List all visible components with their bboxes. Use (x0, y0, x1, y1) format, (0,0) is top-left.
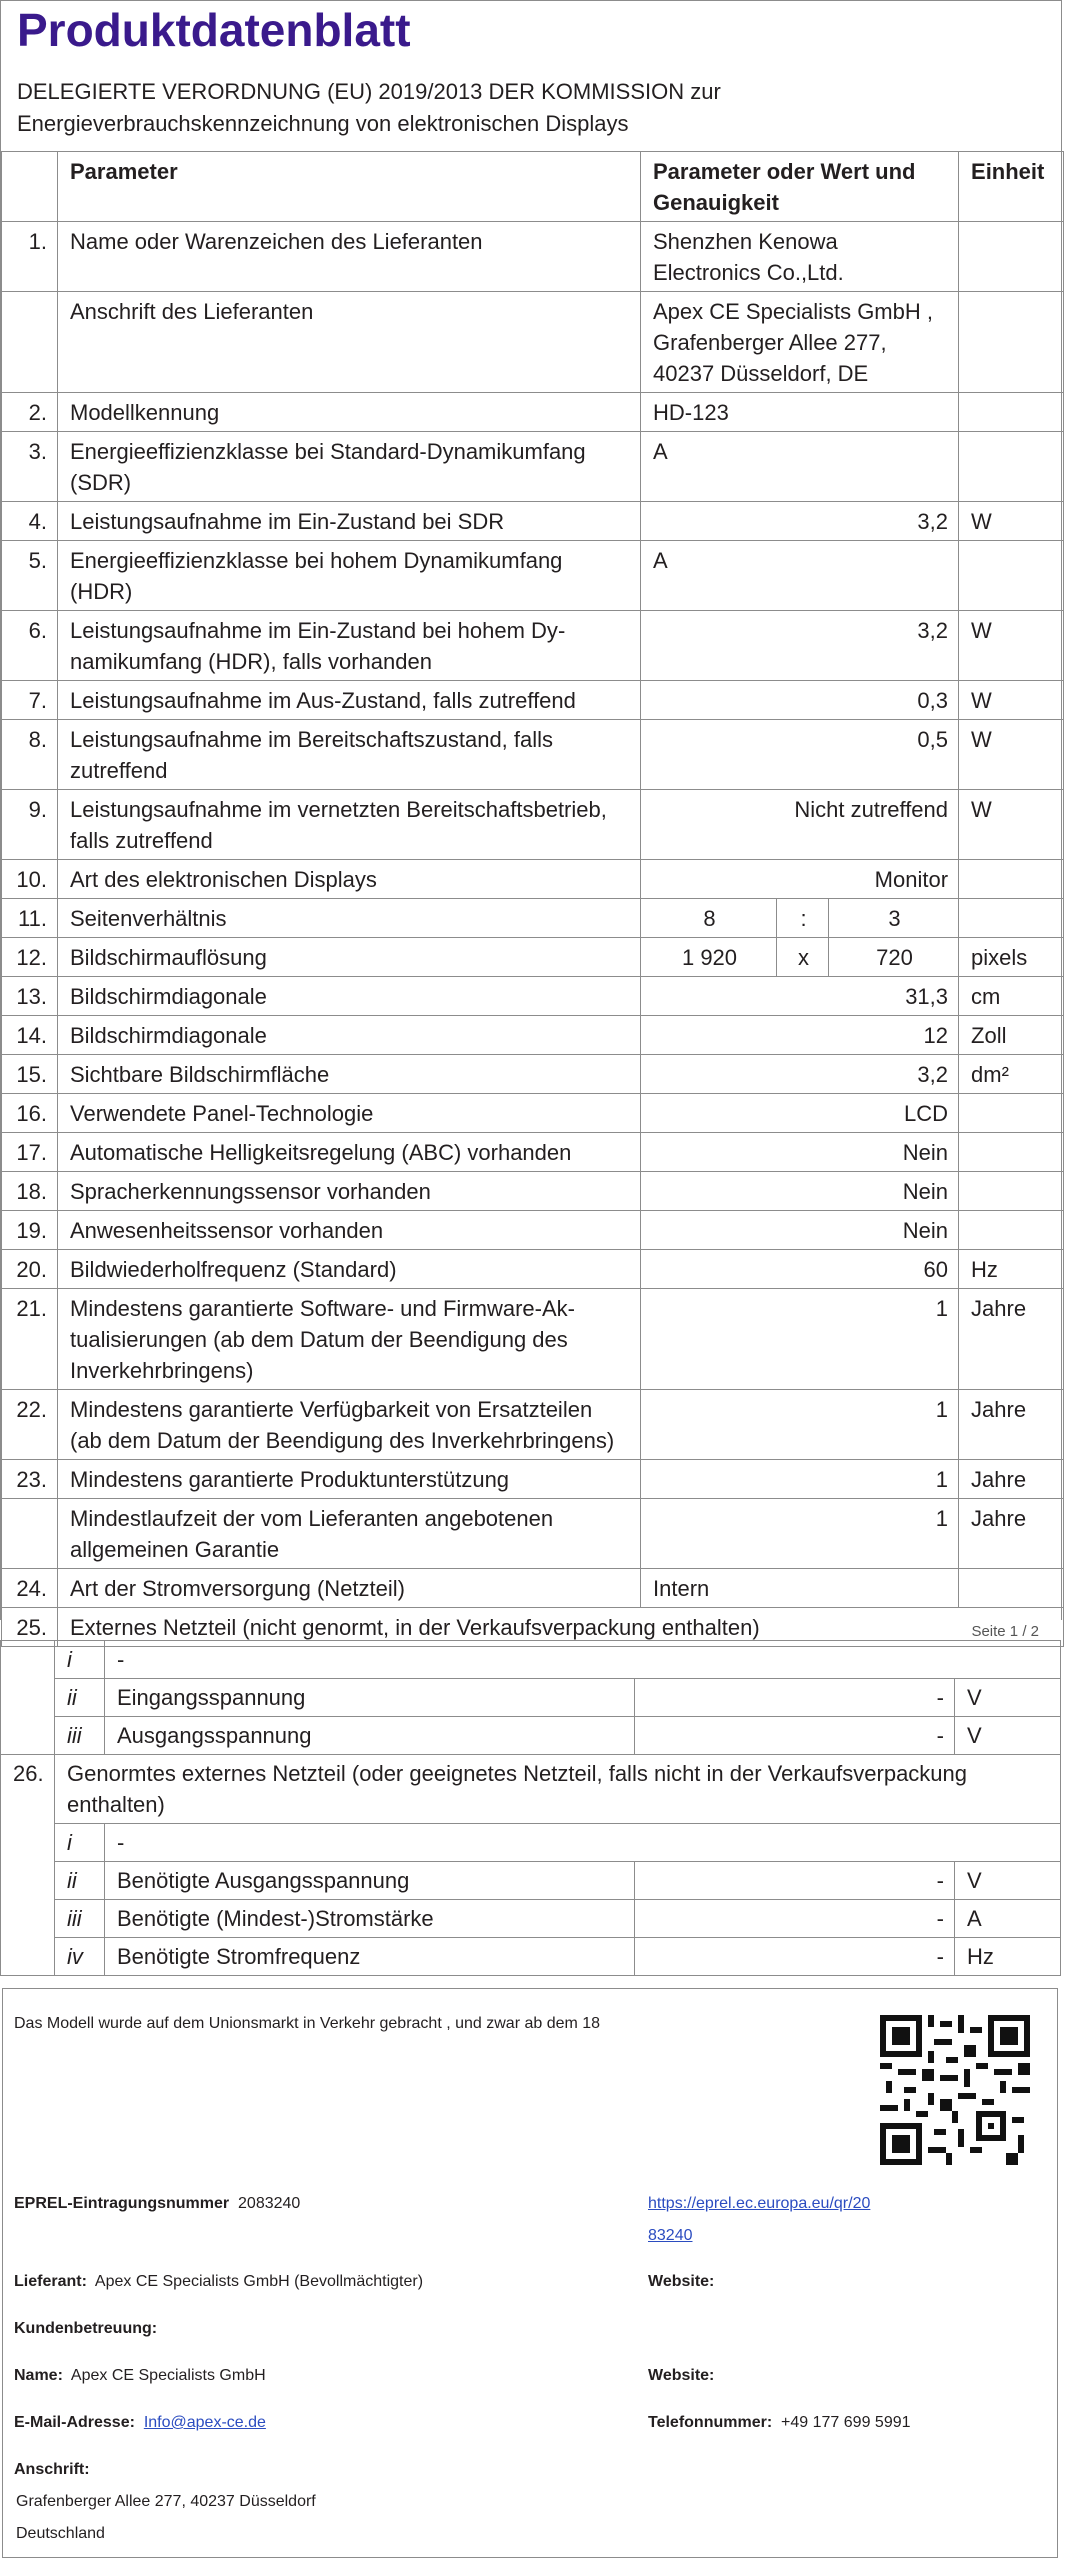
sub-row-label: - (105, 1641, 1061, 1679)
row-parameter: Leistungsaufnahme im Bereitschaftszustand, falls zutreffend (58, 720, 641, 790)
row-parameter: Energieeffizienzklasse bei Standard-Dynamikumfang (SDR) (58, 432, 641, 502)
sub-row-index: ii (55, 1679, 105, 1717)
market-date-text: Das Modell wurde auf dem Unionsmarkt in Verkehr gebracht , und zwar ab dem 18 (14, 2015, 601, 2032)
table-row (2, 541, 1064, 611)
sub-row-value: - (635, 1862, 955, 1900)
table-row (2, 681, 1064, 720)
sub-row-index: iii (55, 1717, 105, 1755)
row-value: Shenzhen Kenowa Electronics Co.,Ltd. (641, 222, 959, 292)
phone-label: Telefonnummer: (648, 2414, 773, 2431)
row-parameter: Automatische Helligkeitsregelung (ABC) vorhanden (58, 1133, 641, 1172)
table-row (2, 1250, 1064, 1289)
sub-row-label: Ausgangsspannung (105, 1717, 635, 1755)
row-parameter: Bildschirmdiagonale (58, 1016, 641, 1055)
row-parameter: Art des elektronischen Displays (58, 860, 641, 899)
row-value: Intern (641, 1569, 959, 1608)
row-parameter: Bildschirmauflösung (58, 938, 641, 977)
table-row (1, 1938, 1061, 1976)
email-line (14, 2407, 266, 2439)
row-unit (959, 222, 1064, 292)
row-parameter: Leistungsaufnahme im Aus-Zustand, falls zutreffend (58, 681, 641, 720)
row-unit (959, 1569, 1064, 1608)
eprel-label: EPREL-Eintragungsnummer (14, 2195, 230, 2212)
row-value: Nein (641, 1133, 959, 1172)
row-number (2, 292, 58, 393)
website-label-2: Website: (648, 2367, 715, 2384)
row-unit: Zoll (959, 1016, 1064, 1055)
table-row (2, 393, 1064, 432)
row-unit: Jahre (959, 1390, 1064, 1460)
row-parameter: Genormtes externes Netzteil (oder geeignetes Netzteil, falls nicht in der Verkaufsverpackung enthalten) (55, 1755, 1061, 1824)
table-row (2, 1499, 1064, 1569)
address-line-2: Deutschland (16, 2525, 105, 2542)
row-parameter: Name oder Warenzeichen des Lieferanten (58, 222, 641, 292)
row-number (2, 1499, 58, 1569)
row-parameter: Mindestens garantierte Verfügbarkeit von Ersatzteilen (ab dem Datum der Beendigung des Inverkehrbringens) (58, 1390, 641, 1460)
row-parameter: Mindestens garantierte Produktunterstützung (58, 1460, 641, 1499)
table-row (2, 1569, 1064, 1608)
row-parameter: Externes Netzteil (nicht genormt, in der Verkaufsverpackung enthalten) (58, 1608, 1064, 1647)
row-value: 0,3 (641, 681, 959, 720)
page-number: Seite 1 / 2 (971, 1623, 1039, 1640)
row-number: 20. (2, 1250, 58, 1289)
sub-row-label: - (105, 1824, 1061, 1862)
row-value: 31,3 (641, 977, 959, 1016)
sub-row-index: i (55, 1824, 105, 1862)
aspect-ratio-width: 8 (641, 899, 777, 938)
row-value: Apex CE Specialists GmbH , Grafenberger Allee 277, 40237 Düsseldorf, DE (641, 292, 959, 393)
eprel-number: 2083240 (238, 2195, 301, 2212)
row-unit (959, 1094, 1064, 1133)
table-row (2, 938, 1064, 977)
sub-row-label: Benötigte Stromfrequenz (105, 1938, 635, 1976)
eprel-link-line-1[interactable]: https://eprel.ec.europa.eu/qr/20 (648, 2195, 871, 2212)
table-row (2, 720, 1064, 790)
header-unit: Einheit (959, 152, 1064, 222)
resolution-separator: x (777, 938, 829, 977)
row-value: 1 (641, 1499, 959, 1569)
row-number (1, 1641, 55, 1755)
page-title: Produktdatenblatt (17, 4, 411, 56)
row-number: 22. (2, 1390, 58, 1460)
row-number: 11. (2, 899, 58, 938)
row-number: 24. (2, 1569, 58, 1608)
row-parameter: Modellkennung (58, 393, 641, 432)
table-row (1, 1755, 1061, 1824)
sub-row-index: ii (55, 1862, 105, 1900)
sub-row-label: Benötigte Ausgangsspannung (105, 1862, 635, 1900)
row-value: 3,2 (641, 611, 959, 681)
sub-row-unit: Hz (955, 1938, 1061, 1976)
row-unit: Hz (959, 1250, 1064, 1289)
row-parameter: Sichtbare Bildschirmfläche (58, 1055, 641, 1094)
row-parameter: Leistungsaufnahme im Ein-Zustand bei hohem Dynamikumfang (HDR), falls vorhanden (58, 611, 641, 681)
row-number: 26. (1, 1755, 55, 1976)
row-unit: Jahre (959, 1499, 1064, 1569)
row-value: Nicht zutreffend (641, 790, 959, 860)
header-value: Parameter oder Wert und Genauigkeit (641, 152, 959, 222)
supplier-value: Apex CE Specialists GmbH (Bevollmächtigter) (94, 2273, 424, 2290)
row-number: 4. (2, 502, 58, 541)
row-number: 14. (2, 1016, 58, 1055)
table-row (2, 432, 1064, 502)
sub-row-unit: V (955, 1717, 1061, 1755)
table-row (2, 899, 1064, 938)
phone-line (648, 2407, 911, 2439)
row-number: 21. (2, 1289, 58, 1390)
email-label: E-Mail-Adresse: (14, 2414, 135, 2431)
row-parameter: Art der Stromversorgung (Netzteil) (58, 1569, 641, 1608)
table-row (2, 1055, 1064, 1094)
row-value: Monitor (641, 860, 959, 899)
row-parameter: Leistungsaufnahme im Ein-Zustand bei SDR (58, 502, 641, 541)
table-row (2, 1390, 1064, 1460)
address-label: Anschrift: (14, 2461, 90, 2478)
table-row (1, 1679, 1061, 1717)
row-parameter: Energieeffizienzklasse bei hohem Dynamikumfang (HDR) (58, 541, 641, 611)
row-number: 23. (2, 1460, 58, 1499)
table-row (2, 222, 1064, 292)
row-unit: W (959, 611, 1064, 681)
subtitle-line-2: Energieverbrauchskennzeichnung von elektronischen Displays (17, 111, 629, 136)
qr-code-icon[interactable] (880, 2015, 1030, 2165)
row-number: 12. (2, 938, 58, 977)
row-number: 1. (2, 222, 58, 292)
row-value: 12 (641, 1016, 959, 1055)
resolution-height: 720 (829, 938, 959, 977)
row-value: HD-123 (641, 393, 959, 432)
row-parameter: Anwesenheitssensor vorhanden (58, 1211, 641, 1250)
parameter-table (1, 151, 1064, 1647)
name-label: Name: (14, 2367, 63, 2384)
table-row (2, 977, 1064, 1016)
table-row (2, 790, 1064, 860)
row-number: 19. (2, 1211, 58, 1250)
website-label: Website: (648, 2273, 715, 2290)
table-row (2, 1211, 1064, 1250)
row-number: 17. (2, 1133, 58, 1172)
row-unit (959, 292, 1064, 393)
aspect-ratio-separator: : (777, 899, 829, 938)
row-number: 5. (2, 541, 58, 611)
row-parameter: Anschrift des Lieferanten (58, 292, 641, 393)
sub-row-index: i (55, 1641, 105, 1679)
table-row (2, 1016, 1064, 1055)
sub-row-index: iv (55, 1938, 105, 1976)
row-number: 8. (2, 720, 58, 790)
service-name-line (14, 2360, 266, 2392)
row-number: 18. (2, 1172, 58, 1211)
row-value: Nein (641, 1211, 959, 1250)
row-unit: W (959, 720, 1064, 790)
table-row (1, 1900, 1061, 1938)
row-value: 3,2 (641, 1055, 959, 1094)
header-parameter: Parameter (58, 152, 641, 222)
aspect-ratio-height: 3 (829, 899, 959, 938)
row-value: LCD (641, 1094, 959, 1133)
sub-row-unit: A (955, 1900, 1061, 1938)
row-unit: cm (959, 977, 1064, 1016)
row-value: 1 (641, 1289, 959, 1390)
row-unit: W (959, 502, 1064, 541)
table-row (2, 1460, 1064, 1499)
customer-service-label: Kundenbetreuung: (14, 2320, 158, 2337)
row-value: A (641, 541, 959, 611)
phone-value: +49 177 699 5991 (781, 2414, 911, 2431)
address-line-1: Grafenberger Allee 277, 40237 Düsseldorf (16, 2493, 316, 2510)
power-supply-table (0, 1640, 1061, 1976)
table-row (2, 611, 1064, 681)
row-number: 6. (2, 611, 58, 681)
eprel-registration (14, 2188, 300, 2220)
row-number: 3. (2, 432, 58, 502)
row-number: 7. (2, 681, 58, 720)
header-num (2, 152, 58, 222)
row-parameter: Leistungsaufnahme im vernetzten Bereitschaftsbetrieb, falls zutreffend (58, 790, 641, 860)
row-value: 1 (641, 1390, 959, 1460)
row-number: 15. (2, 1055, 58, 1094)
table-row (1, 1862, 1061, 1900)
eprel-link[interactable] (648, 2188, 870, 2252)
table-row (1, 1717, 1061, 1755)
table-row (2, 1172, 1064, 1211)
subtitle-line-1: DELEGIERTE VERORDNUNG (EU) 2019/2013 DER KOMMISSION zur (17, 79, 721, 104)
table-row (1, 1641, 1061, 1679)
sub-row-label: Benötigte (Mindest-)Stromstärke (105, 1900, 635, 1938)
row-parameter: Seitenverhältnis (58, 899, 641, 938)
email-link[interactable]: Info@apex-ce.de (143, 2414, 266, 2431)
sub-row-index: iii (55, 1900, 105, 1938)
row-parameter: Bildschirmdiagonale (58, 977, 641, 1016)
resolution-width: 1 920 (641, 938, 777, 977)
sub-row-value: - (635, 1717, 955, 1755)
row-unit (959, 860, 1064, 899)
table-row (2, 1094, 1064, 1133)
row-number: 9. (2, 790, 58, 860)
row-number: 2. (2, 393, 58, 432)
row-unit (959, 393, 1064, 432)
table-row (2, 292, 1064, 393)
row-parameter: Mindestens garantierte Software- und Firmware-Aktualisierungen (ab dem Datum der Beendigung des Inverkehrbringens) (58, 1289, 641, 1390)
row-number: 13. (2, 977, 58, 1016)
table-row (2, 1133, 1064, 1172)
row-parameter: Verwendete Panel-Technologie (58, 1094, 641, 1133)
row-unit (959, 541, 1064, 611)
row-unit: Jahre (959, 1289, 1064, 1390)
sub-row-unit: V (955, 1862, 1061, 1900)
row-parameter: Bildwiederholfrequenz (Standard) (58, 1250, 641, 1289)
row-unit: Jahre (959, 1460, 1064, 1499)
row-unit: dm² (959, 1055, 1064, 1094)
table-row (2, 1289, 1064, 1390)
sub-row-unit: V (955, 1679, 1061, 1717)
row-value: 3,2 (641, 502, 959, 541)
row-unit: pixels (959, 938, 1064, 977)
row-unit (959, 899, 1064, 938)
row-parameter: Mindestlaufzeit der vom Lieferanten angebotenen allgemeinen Garantie (58, 1499, 641, 1569)
sub-row-label: Eingangsspannung (105, 1679, 635, 1717)
table-row (1, 1824, 1061, 1862)
row-value: Nein (641, 1172, 959, 1211)
row-number: 10. (2, 860, 58, 899)
row-unit (959, 1211, 1064, 1250)
row-unit (959, 1133, 1064, 1172)
supplier-label: Lieferant: (14, 2273, 87, 2290)
row-number: 25. (2, 1608, 58, 1647)
row-value: 1 (641, 1460, 959, 1499)
row-unit (959, 1172, 1064, 1211)
name-value: Apex CE Specialists GmbH (70, 2367, 266, 2384)
eprel-link-line-2[interactable]: 83240 (648, 2227, 693, 2244)
row-value: A (641, 432, 959, 502)
regulation-subtitle (17, 76, 1017, 140)
row-value: 60 (641, 1250, 959, 1289)
sub-row-value: - (635, 1938, 955, 1976)
row-unit: W (959, 790, 1064, 860)
row-parameter: Spracherkennungssensor vorhanden (58, 1172, 641, 1211)
row-unit (959, 432, 1064, 502)
sub-row-value: - (635, 1900, 955, 1938)
table-row (2, 502, 1064, 541)
row-number: 16. (2, 1094, 58, 1133)
supplier-line (14, 2266, 423, 2298)
table-header-row (2, 152, 1064, 222)
table-row (2, 860, 1064, 899)
row-value: 0,5 (641, 720, 959, 790)
sub-row-value: - (635, 1679, 955, 1717)
row-unit: W (959, 681, 1064, 720)
